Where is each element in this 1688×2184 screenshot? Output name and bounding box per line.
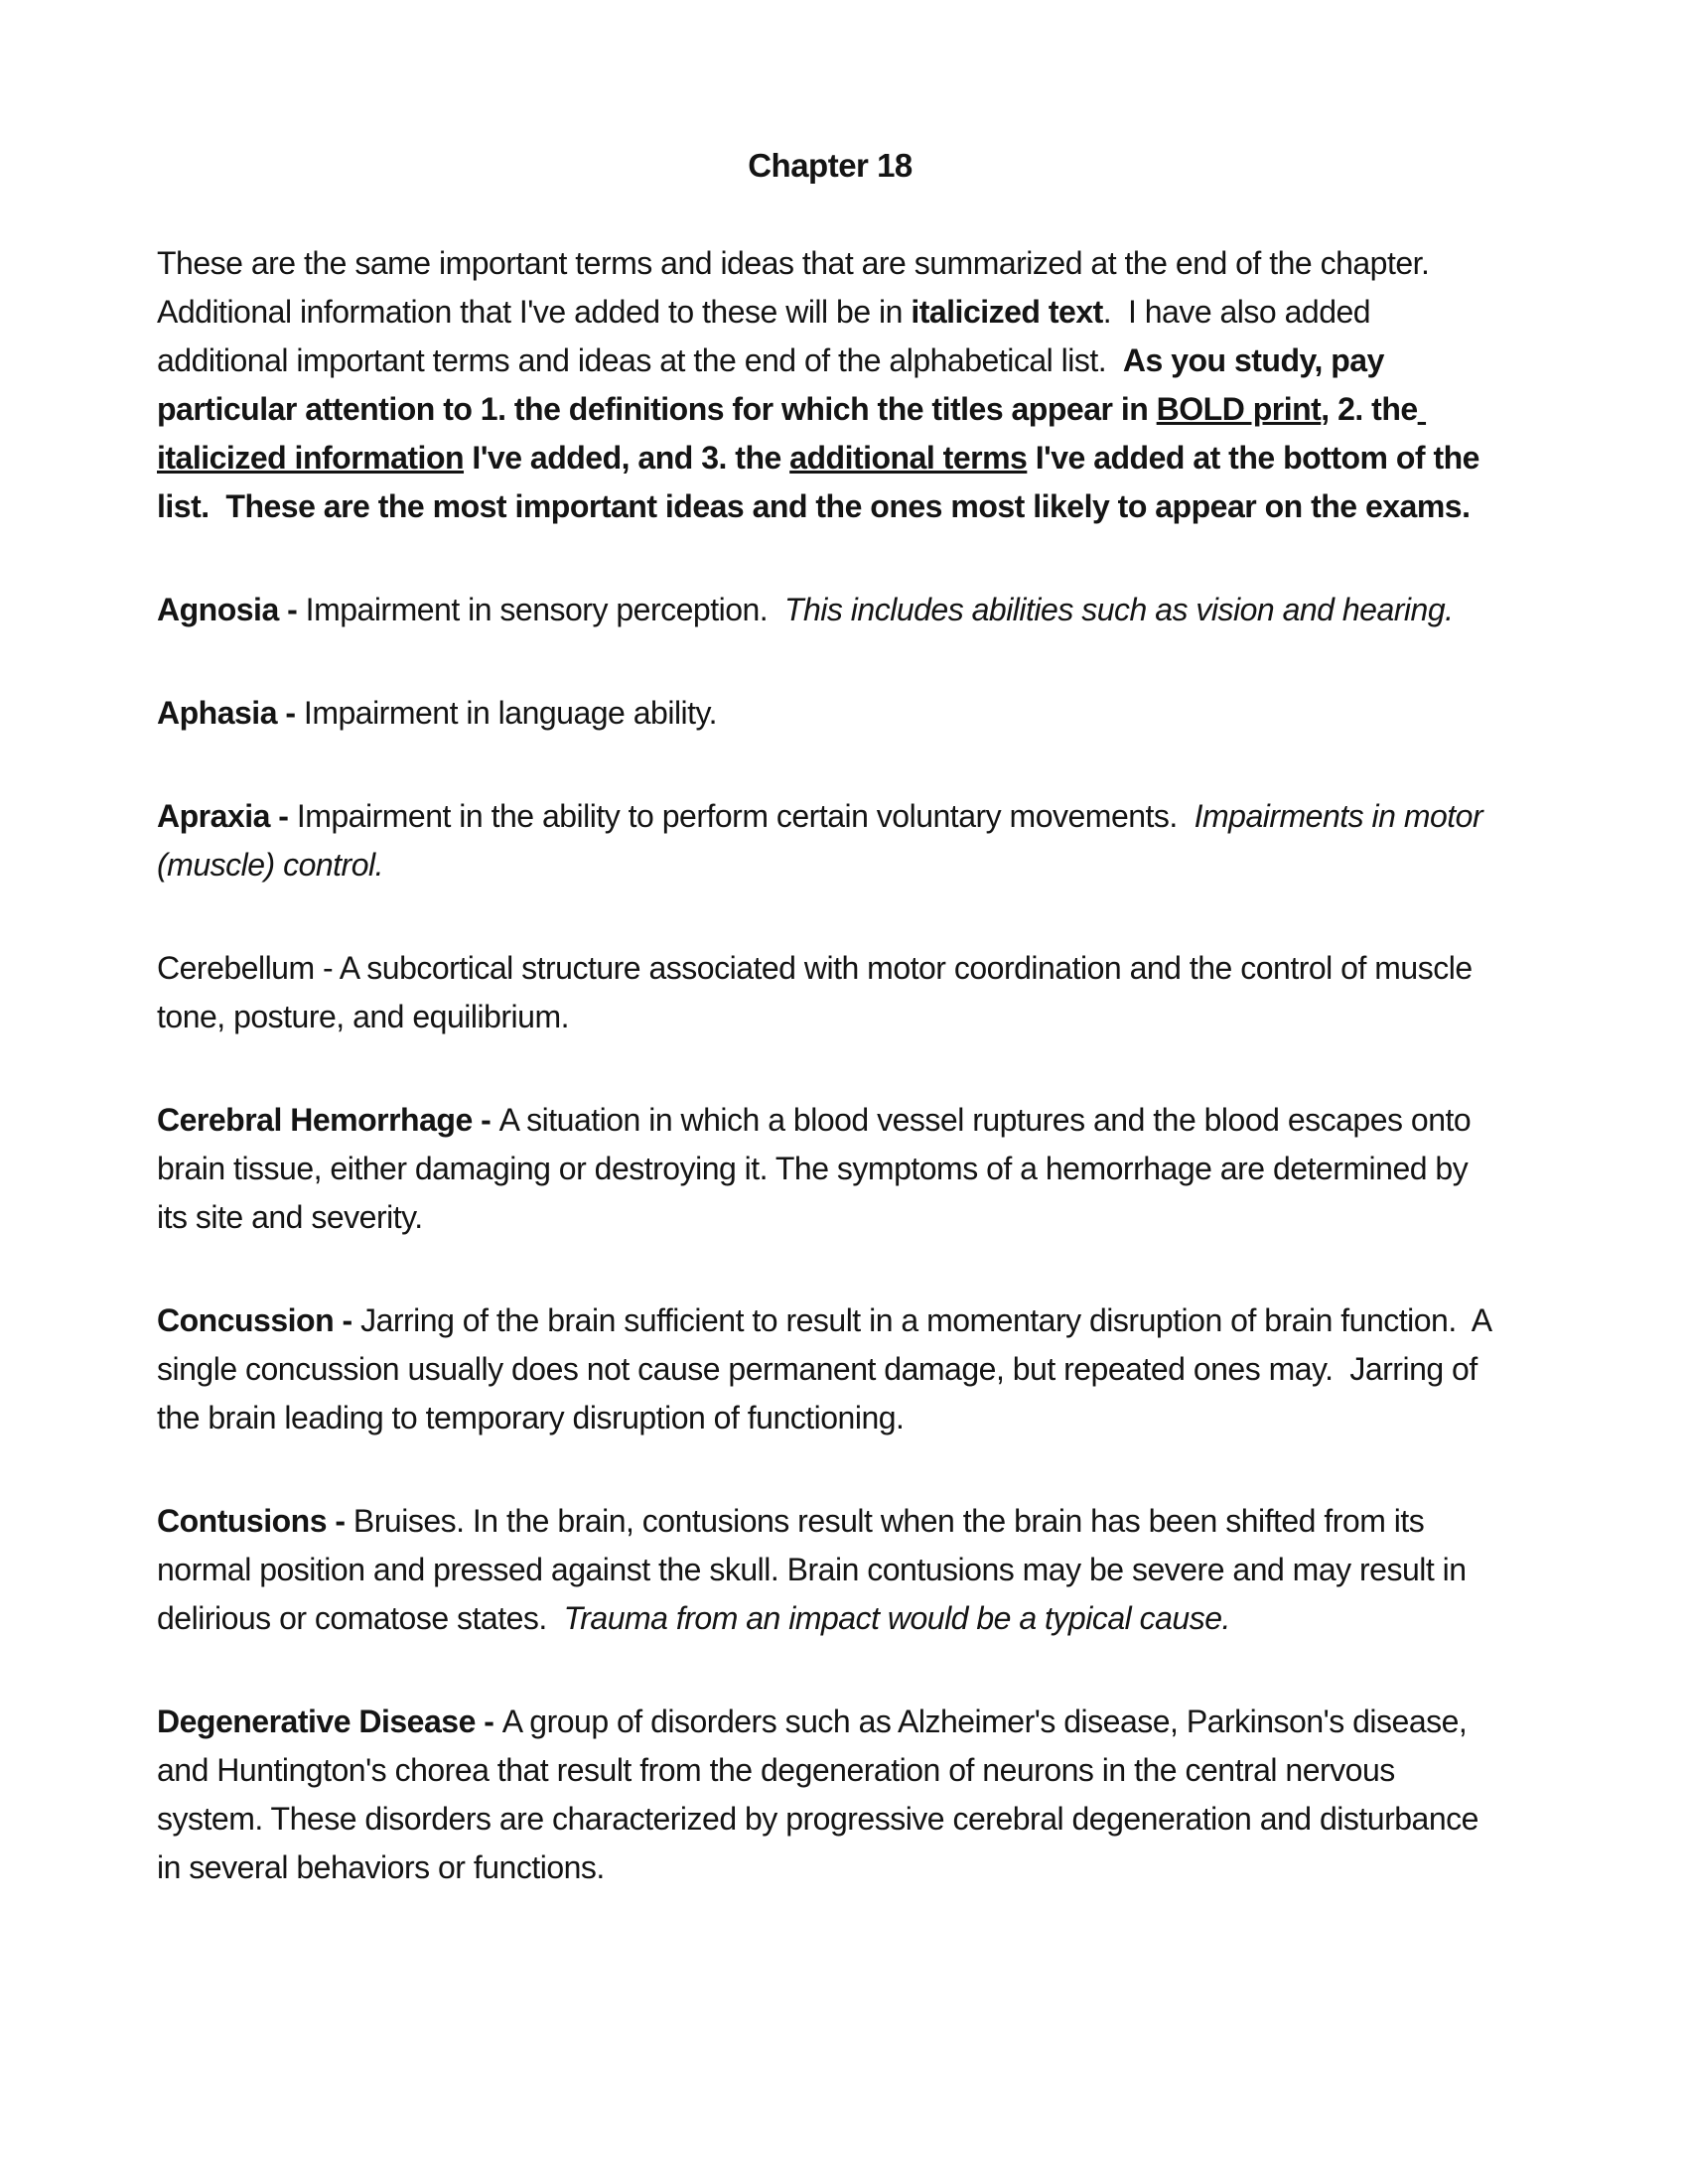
text-run: A situation in which a blood vessel ruptures and the blood escapes onto brain tissue, either damaging or destroying it. The symptoms of a hemorrhage are determined by its site and severity. xyxy=(157,1102,1479,1235)
intro-paragraph xyxy=(157,239,1503,531)
text-run: italicized text xyxy=(911,294,1103,330)
page-title: Chapter 18 xyxy=(748,147,913,184)
text-run: BOLD print xyxy=(1156,391,1322,427)
text-run: I've added at the bottom of the list. These are the most important ideas and the ones most likely to appear on the exams. xyxy=(157,440,1488,524)
term-paragraph-aphasia xyxy=(157,689,1503,738)
text-run: , 2. the xyxy=(1321,391,1418,427)
text-run: A group of disorders such as Alzheimer's disease, Parkinson's disease, and Huntington's chorea that result from the degeneration of neurons in the central nervous system. These disorders are characterized by progressive cerebral degeneration and disturbance in several behaviors or functions. xyxy=(157,1704,1487,1885)
text-run: I've added, and 3. the xyxy=(464,440,790,476)
text-run: . I have also added additional important terms and ideas at the end of the alphabetical list. xyxy=(157,294,1379,378)
text-run: Impairment in language ability. xyxy=(303,695,718,731)
term-paragraph-degenerative-disease xyxy=(157,1698,1503,1892)
term-paragraph-concussion xyxy=(157,1297,1503,1442)
text-run: Impairment in the ability to perform certain voluntary movements. xyxy=(296,798,1195,834)
term-paragraph-apraxia xyxy=(157,792,1503,889)
term-title: Concussion - xyxy=(157,1302,361,1338)
term-title: Agnosia - xyxy=(157,592,306,627)
text-run: Cerebellum - A subcortical structure associated with motor coordination and the control of muscle tone, posture, and equilibrium. xyxy=(157,950,1480,1034)
term-paragraph-contusions xyxy=(157,1497,1503,1643)
term-title: Contusions - xyxy=(157,1503,353,1539)
term-paragraph-agnosia xyxy=(157,586,1503,634)
text-run: Jarring of the brain sufficient to result in a momentary disruption of brain function. A single concussion usually does not cause permanent damage, but repeated ones may. Jarring of the brain leading to temporary disruption of functioning. xyxy=(157,1302,1499,1435)
text-run: This includes abilities such as vision and hearing. xyxy=(783,592,1454,627)
text-run: Impairment in sensory perception. xyxy=(305,592,784,627)
text-run: italicized information xyxy=(157,391,1427,476)
term-title: Degenerative Disease - xyxy=(157,1704,502,1739)
text-run: additional terms xyxy=(789,440,1028,476)
term-title: Cerebral Hemorrhage - xyxy=(157,1102,499,1138)
term-title: Aphasia - xyxy=(157,695,304,731)
term-paragraph-cerebellum xyxy=(157,944,1503,1041)
text-run: As you study, pay particular attention to 1. the definitions for which the titles appear in xyxy=(157,342,1393,427)
text-run: Bruises. In the brain, contusions result when the brain has been shifted from its normal position and pressed against the skull. Brain contusions may be severe and may result in delirious or comatose states. xyxy=(157,1503,1475,1636)
term-paragraph-cerebral-hemorrhage xyxy=(157,1096,1503,1242)
text-run: Trauma from an impact would be a typical cause. xyxy=(563,1600,1230,1636)
term-title: Apraxia - xyxy=(157,798,297,834)
text-run: These are the same important terms and ideas that are summarized at the end of the chapter. Additional information that I've added to these will be in xyxy=(157,245,1445,330)
text-run: Impairments in motor (muscle) control. xyxy=(157,798,1491,883)
